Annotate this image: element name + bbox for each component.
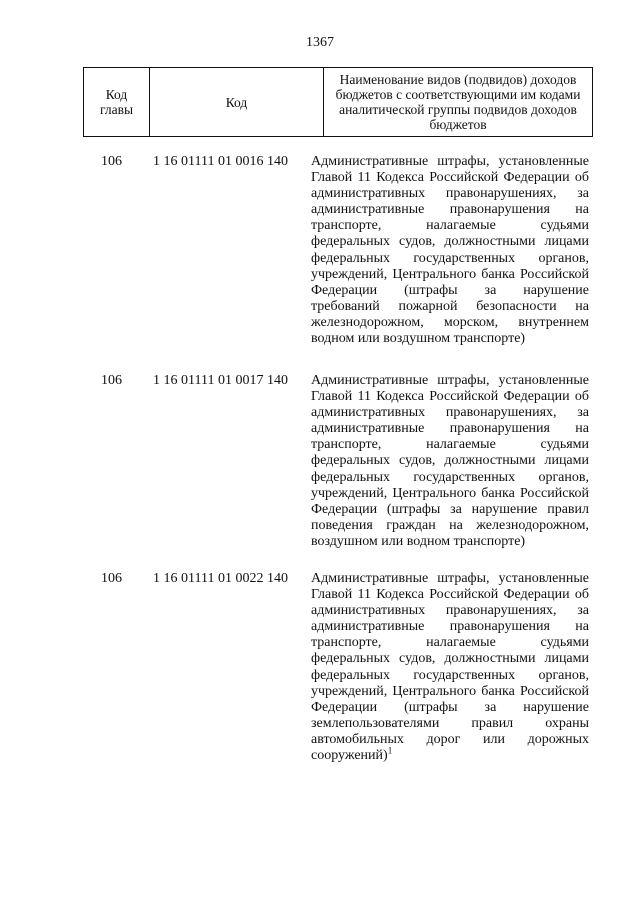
row-code: 1 16 01111 01 0016 140 — [153, 154, 288, 169]
row-code: 1 16 01111 01 0022 140 — [153, 571, 288, 586]
row-code: 1 16 01111 01 0017 140 — [153, 373, 288, 388]
page-number: 1367 — [306, 35, 334, 50]
row-description — [311, 571, 589, 764]
row-description-text: Административные штрафы, установленные Главой 11 Кодекса Российской Федерации об административных правонарушениях, за административные правонарушения на транспорте, налагаемые судьями федеральных судов, должностными лицами федеральных государственных органов, учреждений, Центрального банка Российской Федерации (штрафы за нарушение землепользователями правил охраны автомобильных дорог или дорожных сооружений) — [311, 571, 589, 764]
row-chapter-code: 106 — [101, 373, 122, 388]
row-description-text: Административные штрафы, установленные Главой 11 Кодекса Российской Федерации об административных правонарушениях, за административные правонарушения на транспорте, налагаемые судьями федеральных судов, должностными лицами федеральных государственных органов, учреждений, Центрального банка Российской Федерации (штрафы за нарушение правил поведения граждан на железнодорожном, воздушном или водном транспорте) — [311, 373, 589, 549]
row-chapter-code: 106 — [101, 154, 122, 169]
header-code: Код — [150, 68, 324, 137]
header-chapter-code: Код главы — [84, 68, 150, 137]
row-description — [311, 154, 589, 347]
header-name: Наименование видов (подвидов) доходов бюджетов с соответствующими им кодами аналитической группы подвидов доходов бюджетов — [324, 68, 593, 137]
row-description — [311, 373, 589, 550]
footnote-mark: 1 — [387, 745, 393, 756]
row-chapter-code: 106 — [101, 571, 122, 586]
row-description-text: Административные штрафы, установленные Главой 11 Кодекса Российской Федерации об административных правонарушениях, за административные правонарушения на транспорте, налагаемые судьями федеральных судов, должностными лицами федеральных государственных органов, учреждений, Центрального банка Российской Федерации (штрафы за нарушение требований пожарной безопасности на железнодорожном, морском, внутреннем водном или воздушном транспорте) — [311, 154, 589, 347]
table-header — [83, 67, 593, 137]
